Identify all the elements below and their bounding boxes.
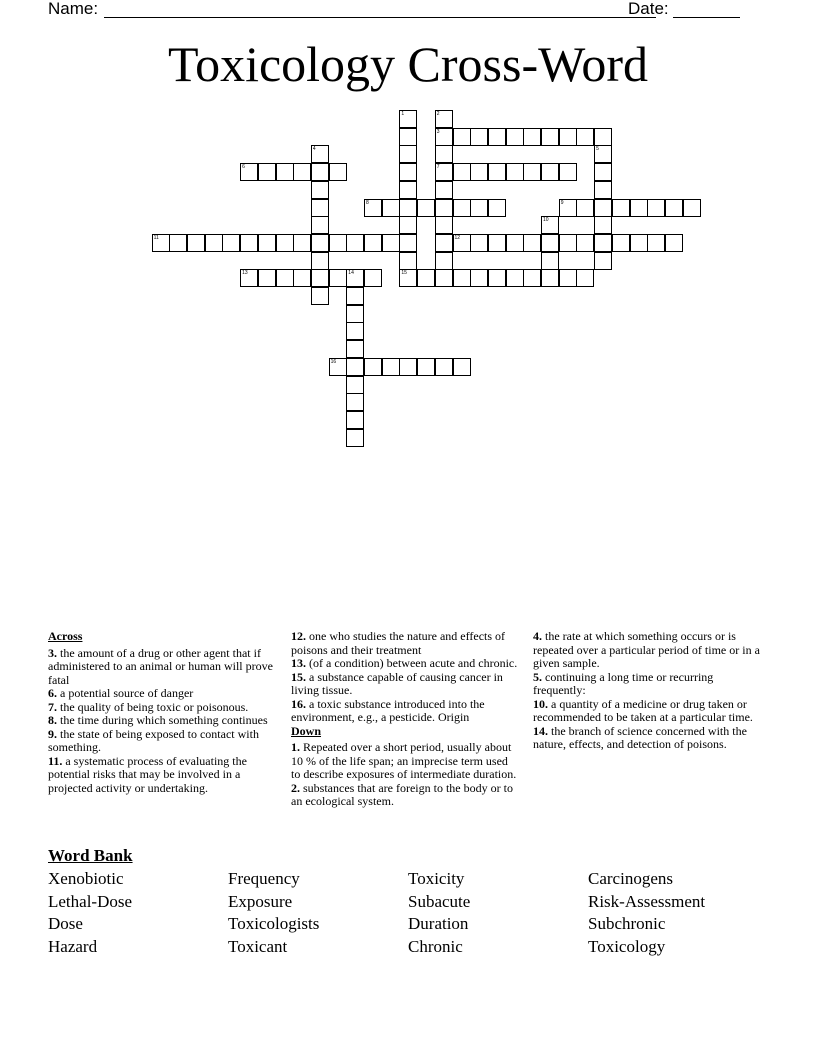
word-bank-item: Duration — [408, 914, 469, 933]
clue-number: 3 — [436, 128, 440, 135]
crossword-cell[interactable] — [311, 234, 329, 252]
clue-number: 1 — [401, 111, 405, 117]
clue-text: substances that are foreign to the body or to an ecological system. — [291, 780, 513, 808]
crossword-cell[interactable] — [559, 163, 577, 181]
crossword-cell[interactable] — [399, 163, 417, 181]
crossword-cell[interactable] — [559, 128, 577, 146]
clue-item — [291, 698, 519, 725]
crossword-cell[interactable] — [594, 145, 612, 163]
crossword-cell[interactable] — [435, 199, 453, 217]
clue-num: 13. — [291, 656, 306, 670]
clue-item — [48, 714, 280, 728]
crossword-cell[interactable] — [506, 128, 524, 146]
crossword-cell[interactable] — [523, 128, 541, 146]
crossword-cell[interactable] — [399, 199, 417, 217]
clue-number: 15 — [401, 270, 407, 277]
clue-text: the branch of science concerned with the nature, effects, and detection of poisons. — [533, 723, 747, 751]
word-bank-item: Chronic — [408, 936, 463, 956]
crossword-cell[interactable] — [399, 181, 417, 199]
crossword-cell[interactable] — [152, 234, 170, 252]
clue-number: 16 — [330, 358, 337, 365]
crossword-cell[interactable] — [594, 163, 612, 181]
crossword-cell[interactable] — [541, 234, 559, 252]
crossword-cell[interactable] — [594, 199, 612, 217]
down-heading: Down — [291, 723, 322, 738]
crossword-cell[interactable] — [293, 234, 311, 252]
crossword-cell[interactable] — [346, 305, 364, 323]
word-bank-item: Frequency — [228, 869, 300, 888]
crossword-cell[interactable] — [399, 145, 417, 163]
clue-number: 5 — [596, 146, 599, 153]
clue-text: a substance capable of causing cancer in living tissue. — [291, 669, 503, 697]
clue-column-3 — [533, 630, 765, 752]
crossword-cell[interactable] — [276, 234, 294, 252]
crossword-cell[interactable] — [311, 163, 329, 181]
crossword-cell[interactable] — [382, 358, 400, 376]
crossword-cell[interactable] — [559, 199, 577, 217]
crossword-cell[interactable] — [417, 358, 435, 376]
clue-text: the time during which something continues — [57, 713, 268, 727]
clue-num: 9. — [48, 726, 57, 741]
crossword-cell[interactable] — [453, 199, 471, 217]
crossword-cell[interactable] — [311, 199, 329, 217]
clue-item — [48, 728, 280, 755]
word-bank-item: Risk-Assessment — [588, 891, 706, 911]
crossword-cell[interactable] — [311, 216, 329, 234]
crossword-cell[interactable] — [435, 181, 453, 199]
crossword-cell[interactable] — [240, 163, 258, 181]
crossword-cell[interactable] — [187, 234, 205, 252]
word-bank-item: Toxicant — [228, 936, 288, 956]
crossword-cell[interactable] — [470, 234, 488, 252]
clue-num: 6. — [48, 686, 57, 700]
word-bank-item: Subchronic — [588, 914, 666, 933]
date-label: Date: — [628, 0, 669, 18]
crossword-cell[interactable] — [506, 163, 524, 181]
clue-num: 12. — [291, 629, 306, 643]
crossword-cell[interactable] — [435, 110, 453, 128]
crossword-cell[interactable] — [594, 252, 612, 270]
word-bank-title: Word Bank — [48, 846, 133, 865]
clue-text: the quality of being toxic or poisonous. — [57, 699, 249, 714]
crossword-cell[interactable] — [541, 269, 559, 287]
clue-item — [291, 782, 519, 809]
clue-number: 12 — [454, 234, 461, 241]
crossword-cell[interactable] — [346, 376, 364, 394]
crossword-cell[interactable] — [435, 358, 453, 376]
crossword-cell[interactable] — [647, 234, 665, 252]
clue-item — [48, 687, 280, 701]
clue-num: 7. — [48, 699, 57, 714]
word-bank-item: Hazard — [48, 936, 98, 956]
crossword-cell[interactable] — [435, 145, 453, 163]
clue-num: 15. — [291, 669, 306, 684]
crossword-cell[interactable] — [240, 269, 258, 287]
page-title: Toxicology Cross-Word — [168, 36, 648, 92]
crossword-cell[interactable] — [346, 393, 364, 411]
crossword-cell[interactable] — [523, 234, 541, 252]
clue-item — [533, 630, 765, 671]
crossword-cell[interactable] — [453, 128, 471, 146]
clue-item — [291, 630, 519, 657]
crossword-cell[interactable] — [453, 269, 471, 287]
crossword-cell[interactable] — [169, 234, 187, 252]
crossword-cell[interactable] — [488, 269, 506, 287]
crossword-cell[interactable] — [506, 234, 524, 252]
clue-num: 14. — [533, 723, 548, 738]
crossword-cell[interactable] — [364, 269, 382, 287]
crossword-cell[interactable] — [576, 269, 594, 287]
crossword-cell[interactable] — [435, 163, 453, 181]
crossword-cell[interactable] — [470, 163, 488, 181]
crossword-cell[interactable] — [559, 269, 577, 287]
crossword-cell[interactable] — [346, 358, 364, 376]
crossword-cell[interactable] — [665, 199, 683, 217]
clue-item — [48, 647, 280, 688]
crossword-cell[interactable] — [311, 181, 329, 199]
clue-text: a systematic process of evaluating the potential risks that may be involved in a projected activity or undertaking. — [48, 753, 247, 795]
crossword-cell[interactable] — [346, 411, 364, 429]
crossword-cell[interactable] — [311, 252, 329, 270]
crossword-cell[interactable] — [470, 128, 488, 146]
crossword-cell[interactable] — [417, 269, 435, 287]
crossword-cell[interactable] — [399, 128, 417, 146]
crossword-cell[interactable] — [612, 234, 630, 252]
crossword-cell[interactable] — [311, 287, 329, 305]
crossword-cell[interactable] — [399, 216, 417, 234]
name-label: Name: — [48, 0, 99, 18]
crossword-cell[interactable] — [612, 199, 630, 217]
clue-number: 2 — [436, 111, 440, 117]
crossword-cell[interactable] — [329, 234, 347, 252]
crossword-cell[interactable] — [399, 252, 417, 270]
crossword-cell[interactable] — [470, 199, 488, 217]
crossword-cell[interactable] — [293, 163, 311, 181]
crossword-cell[interactable] — [506, 269, 524, 287]
crossword-cell[interactable] — [417, 199, 435, 217]
clue-column-1 — [48, 630, 280, 795]
crossword-cell[interactable] — [346, 322, 364, 340]
clue-number: 11 — [153, 234, 159, 241]
word-bank-item: Toxicology — [588, 936, 666, 956]
crossword-cell[interactable] — [346, 429, 364, 447]
crossword-cell[interactable] — [240, 234, 258, 252]
crossword-cell[interactable] — [488, 199, 506, 217]
clue-text: a quantity of a medicine or drug taken or recommended to be taken at a particular time. — [533, 696, 753, 724]
clue-num: 16. — [291, 696, 306, 711]
clue-number: 8 — [366, 199, 369, 206]
clue-item — [533, 725, 765, 752]
clue-text: Repeated over a short period, usually about 10 % of the life span; an imprecise term used to describe exposures of intermediate duration. — [291, 740, 517, 781]
crossword-cell[interactable] — [435, 234, 453, 252]
crossword-cell[interactable] — [594, 181, 612, 199]
crossword-cell[interactable] — [576, 128, 594, 146]
crossword-cell[interactable] — [470, 269, 488, 287]
clue-num: 10. — [533, 696, 548, 711]
crossword-cell[interactable] — [276, 269, 294, 287]
crossword-cell[interactable] — [258, 163, 276, 181]
crossword-cell[interactable] — [453, 358, 471, 376]
word-bank-item: Toxicologists — [228, 914, 320, 933]
clue-num: 8. — [48, 713, 57, 727]
crossword-cell[interactable] — [258, 234, 276, 252]
crossword-cell[interactable] — [276, 163, 294, 181]
crossword-cell[interactable] — [594, 234, 612, 252]
clue-num: 5. — [533, 669, 542, 684]
crossword-cell[interactable] — [364, 199, 382, 217]
clue-number: 10 — [543, 217, 549, 224]
crossword-cell[interactable] — [346, 269, 364, 287]
word-bank-item: Dose — [48, 914, 83, 933]
crossword-cell[interactable] — [453, 163, 471, 181]
crossword-cell[interactable] — [488, 163, 506, 181]
clue-text: the rate at which something occurs or is repeated over a particular period of time or in a given sample. — [533, 629, 760, 670]
crossword-cell[interactable] — [453, 234, 471, 252]
clue-text: the state of being exposed to contact with something. — [48, 726, 259, 754]
crossword-cell[interactable] — [541, 252, 559, 270]
clue-number: 7 — [436, 164, 440, 171]
crossword-cell[interactable] — [382, 199, 400, 217]
crossword-cell[interactable] — [399, 110, 417, 128]
clue-item — [291, 671, 519, 698]
crossword-cell[interactable] — [205, 234, 223, 252]
clue-text: a toxic substance introduced into the environment, e.g., a pesticide. Origin — [291, 696, 485, 724]
clue-item — [533, 698, 765, 725]
clue-item — [533, 671, 765, 698]
clue-column-2 — [291, 630, 519, 809]
crossword-cell[interactable] — [488, 128, 506, 146]
word-bank-item: Exposure — [228, 891, 293, 911]
crossword-cell[interactable] — [630, 234, 648, 252]
word-bank-item: Toxicity — [408, 869, 465, 888]
crossword-cell[interactable] — [594, 128, 612, 146]
crossword-cell[interactable] — [435, 128, 453, 146]
clue-item — [48, 755, 280, 796]
crossword-cell[interactable] — [382, 234, 400, 252]
crossword-cell[interactable] — [541, 163, 559, 181]
clue-item — [291, 741, 519, 782]
crossword-cell[interactable] — [435, 252, 453, 270]
crossword-cell[interactable] — [311, 269, 329, 287]
clue-text: a potential source of danger — [57, 686, 194, 700]
word-bank-item: Xenobiotic — [48, 869, 124, 888]
word-bank — [48, 868, 768, 958]
clue-text: one who studies the nature and effects of poisons and their treatment — [291, 629, 506, 657]
crossword-cell[interactable] — [488, 234, 506, 252]
crossword-cell[interactable] — [559, 234, 577, 252]
clue-num: 11. — [48, 753, 63, 768]
crossword-cell[interactable] — [346, 287, 364, 305]
clue-number: 4 — [312, 146, 316, 153]
crossword-cell[interactable] — [293, 269, 311, 287]
crossword-cell[interactable] — [435, 269, 453, 287]
clue-text: the amount of a drug or other agent that if administered to an animal or human will prove fatal — [48, 645, 273, 687]
clue-text: (of a condition) between acute and chronic. — [306, 656, 518, 670]
crossword-cell[interactable] — [523, 269, 541, 287]
clue-item — [291, 657, 519, 671]
crossword-cell[interactable] — [523, 163, 541, 181]
crossword-cell[interactable] — [364, 358, 382, 376]
clue-number: 13 — [242, 270, 248, 277]
crossword-cell[interactable] — [541, 216, 559, 234]
crossword-cell[interactable] — [435, 216, 453, 234]
crossword-cell[interactable] — [222, 234, 240, 252]
clue-number: 6 — [242, 164, 245, 171]
crossword-cell[interactable] — [258, 269, 276, 287]
crossword-cell[interactable] — [399, 234, 417, 252]
crossword-cell[interactable] — [647, 199, 665, 217]
across-heading: Across — [48, 629, 83, 643]
crossword-cell[interactable] — [683, 199, 701, 217]
crossword-grid — [0, 0, 816, 460]
crossword-cell[interactable] — [364, 234, 382, 252]
clue-num: 4. — [533, 629, 542, 643]
crossword-cell[interactable] — [329, 163, 347, 181]
crossword-cell[interactable] — [346, 234, 364, 252]
clue-item — [48, 701, 280, 715]
clue-text: continuing a long time or recurring frequently: — [533, 669, 714, 697]
crossword-cell[interactable] — [541, 128, 559, 146]
crossword-cell[interactable] — [329, 269, 347, 287]
crossword-cell[interactable] — [311, 145, 329, 163]
crossword-cell[interactable] — [576, 234, 594, 252]
crossword-cell[interactable] — [399, 358, 417, 376]
crossword-cell[interactable] — [630, 199, 648, 217]
clue-num: 2. — [291, 780, 300, 795]
crossword-cell[interactable] — [594, 216, 612, 234]
crossword-cell[interactable] — [665, 234, 683, 252]
word-bank-item: Carcinogens — [588, 869, 673, 888]
clue-num: 3. — [48, 645, 57, 660]
clue-number: 14 — [348, 270, 354, 277]
crossword-cell[interactable] — [576, 199, 594, 217]
crossword-cell[interactable] — [346, 340, 364, 358]
crossword-cell[interactable] — [329, 358, 347, 376]
word-bank-item: Subacute — [408, 891, 471, 911]
crossword-cell[interactable] — [399, 269, 417, 287]
clue-num: 1. — [291, 740, 300, 754]
clue-number: 9 — [560, 199, 564, 206]
word-bank-item: Lethal-Dose — [48, 891, 133, 911]
